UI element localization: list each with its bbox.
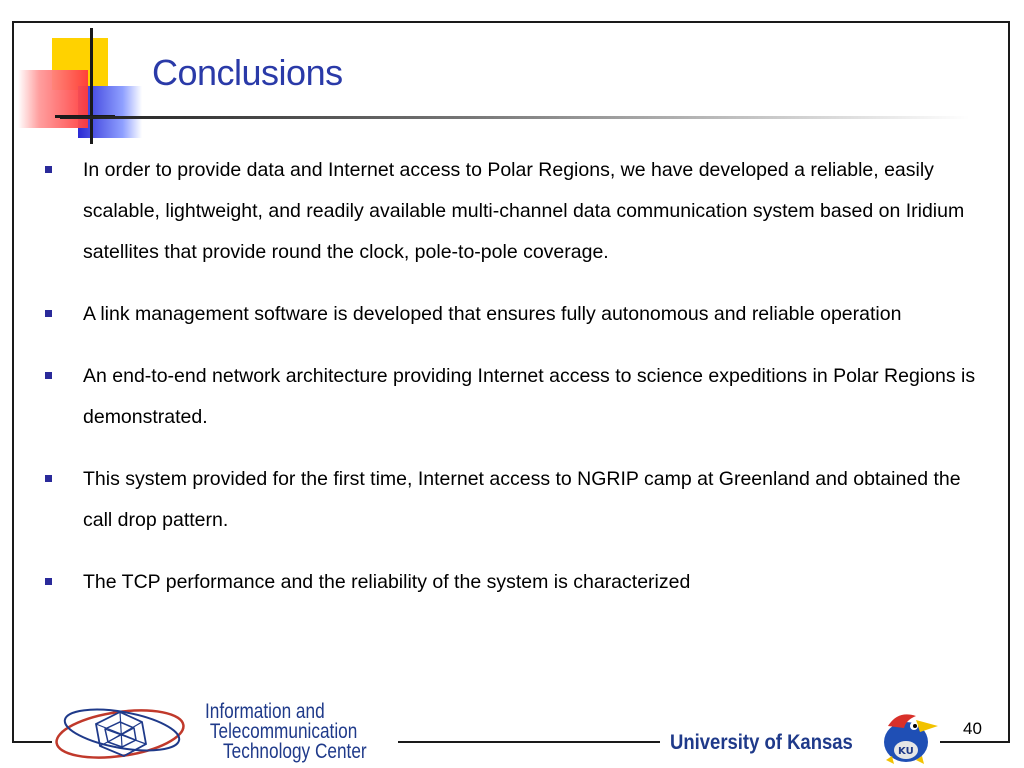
footer-rule-middle (398, 741, 660, 743)
bullet-item: This system provided for the first time, Internet access to NGRIP camp at Greenland and obtained the call drop pattern. (40, 459, 990, 541)
bullet-item: The TCP performance and the reliability of the system is characterized (40, 562, 990, 603)
footer-rule-right (940, 741, 1010, 743)
svg-text:KU: KU (898, 746, 914, 757)
bullet-item: A link management software is developed that ensures fully autonomous and reliable operation (40, 294, 990, 335)
bullet-square-icon (45, 372, 52, 379)
bullet-item: An end-to-end network architecture providing Internet access to science expeditions in Polar Regions is demonstrated. (40, 356, 990, 438)
title-decoration (0, 0, 160, 150)
bullet-list (40, 150, 990, 624)
jayhawk-mascot-icon (876, 706, 942, 766)
bullet-square-icon (45, 475, 52, 482)
frame-left-edge (12, 700, 14, 743)
ittc-logo-icon (50, 700, 200, 766)
university-name: University of Kansas (670, 731, 853, 754)
frame-right-edge (1008, 700, 1010, 743)
footer-rule-left (12, 741, 52, 743)
bullet-square-icon (45, 166, 52, 173)
bullet-square-icon (45, 310, 52, 317)
title-underline (60, 116, 970, 119)
slide-title: Conclusions (152, 52, 343, 93)
bullet-item: In order to provide data and Internet access to Polar Regions, we have developed a reliable, easily scalable, lightweight, and readily available multi-channel data communication system based on Iridium satellites that provide round the clock, pole-to-pole coverage. (40, 150, 990, 273)
ittc-logo-text: Information and Telecommunication Technology Center (205, 700, 367, 763)
bullet-square-icon (45, 578, 52, 585)
page-number: 40 (963, 719, 982, 738)
